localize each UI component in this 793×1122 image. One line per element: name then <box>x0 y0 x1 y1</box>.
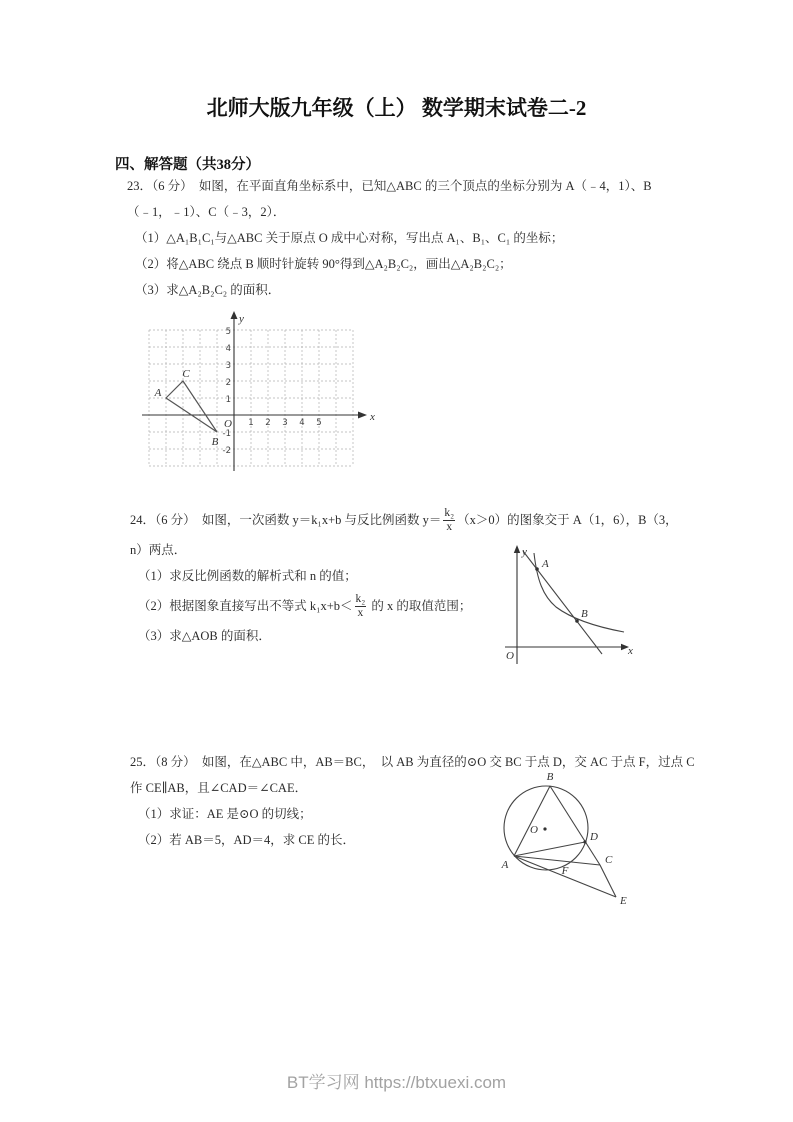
center-o-label: O <box>530 824 538 836</box>
y-axis-arrow-icon <box>514 545 520 553</box>
x-tick: 1 <box>248 418 254 428</box>
y-tick: -2 <box>222 446 231 456</box>
point-a-dot <box>535 567 539 571</box>
q24-part3: （3）求△AOB 的面积． <box>138 629 271 643</box>
page-title: 北师大版九年级（上） 数学期末试卷二-2 <box>206 96 587 120</box>
axes <box>505 552 624 664</box>
q23-stem-line1: 23．（6 分） 如图，在平面直角坐标系中，已知△ABC 的三个顶点的坐标分别为 A（﹣4，1）、B <box>127 179 652 193</box>
q24-stem-pre: 24．（6 分） 如图，一次函数 y＝k₁x+b 与反比例函数 y＝ <box>130 513 442 527</box>
q24-stem-line2: n）两点． <box>130 543 187 557</box>
q23-stem-line2: （﹣1，﹣1）、C（﹣3，2）． <box>127 205 286 219</box>
fraction-denominator: x <box>355 606 367 620</box>
q23-part1: （1）△A₁B₁C₁与△ABC 关于原点 O 成中心对称，写出点 A₁、B₁、C₁ 的坐标； <box>135 231 564 245</box>
q23-part3: （3）求△A₂B₂C₂ 的面积． <box>135 283 281 297</box>
y-tick: 4 <box>225 344 231 354</box>
triangle-abc <box>166 381 217 432</box>
q24-figure-hyperbola <box>497 542 637 670</box>
fraction <box>355 593 367 619</box>
point-c-label: C <box>605 854 613 866</box>
section-heading: 四、解答题（共38分） <box>115 157 260 173</box>
segment-ab <box>514 786 550 856</box>
point-f-label: F <box>561 865 569 877</box>
center-o-dot <box>543 827 546 830</box>
fraction-numerator: k₂ <box>355 592 366 605</box>
origin-label: O <box>506 650 514 662</box>
q23-figure-coordinate-grid <box>138 303 388 488</box>
fraction-denominator: x <box>443 520 455 534</box>
x-tick: 5 <box>316 418 322 428</box>
question-23 <box>127 173 652 303</box>
segment-ac <box>514 856 600 865</box>
segment-ad <box>514 842 585 856</box>
segment-ce <box>600 865 616 897</box>
linear-function-line <box>523 551 602 654</box>
q24-part1: （1）求反比例函数的解析式和 n 的值； <box>138 569 357 583</box>
y-tick: 1 <box>225 395 231 405</box>
q24-part2-pre: （2）根据图象直接写出不等式 k₁x+b＜ <box>138 599 353 613</box>
y-tick: -1 <box>222 429 231 439</box>
q23-part2: （2）将△ABC 绕点 B 顺时针旋转 90°得到△A₂B₂C₂，画出△A₂B₂C₂； <box>135 257 512 271</box>
q25-part1: （1）求证：AE 是⊙O 的切线； <box>138 807 312 821</box>
x-tick: 3 <box>282 418 288 428</box>
y-tick: 5 <box>225 327 231 337</box>
x-axis-arrow-icon <box>358 412 367 419</box>
axes <box>142 317 364 471</box>
point-b-dot <box>575 619 579 623</box>
point-b-label: B <box>546 771 554 783</box>
segments <box>514 786 616 897</box>
point-b-label: B <box>211 436 219 448</box>
point-b-label: B <box>581 608 588 620</box>
fraction-numerator: k₂ <box>444 506 455 519</box>
x-axis-label: x <box>370 411 375 423</box>
origin-label: O <box>224 418 232 430</box>
grid-lines <box>149 330 353 466</box>
point-e-label: E <box>620 895 627 907</box>
watermark-footer: BT学习网 https://btxuexi.com <box>286 1073 507 1092</box>
y-tick: 3 <box>225 361 231 371</box>
q25-stem-line2: 作 CE∥AB，且∠CAD＝∠CAE． <box>130 781 308 795</box>
q25-stem-line1: 25．（8 分） 如图，在△ABC 中，AB＝BC， 以 AB 为直径的⊙O 交 BC 于点 D，交 AC 于点 F，过点 C <box>130 755 695 769</box>
point-d-dot <box>583 840 586 843</box>
y-axis-ticks <box>223 327 231 456</box>
x-tick: 2 <box>265 418 271 428</box>
y-tick: 2 <box>225 378 231 388</box>
x-tick: 4 <box>299 418 305 428</box>
y-axis-label: y <box>522 546 527 558</box>
y-axis-label: y <box>239 313 244 325</box>
x-axis-ticks <box>248 418 321 428</box>
q24-part2-post: 的 x 的取值范围； <box>368 599 472 613</box>
point-c-label: C <box>182 368 190 380</box>
fraction <box>443 507 455 533</box>
point-d-label: D <box>590 831 598 843</box>
y-axis-arrow-icon <box>231 311 238 319</box>
q24-stem-post: （x＞0）的图象交于 A（1，6），B（3， <box>457 513 678 527</box>
x-axis-label: x <box>628 645 633 657</box>
point-a-label: A <box>501 859 509 871</box>
q25-figure-circle <box>488 768 648 918</box>
point-a-label: A <box>154 387 162 399</box>
point-a-label: A <box>542 558 549 570</box>
q25-part2: （2）若 AB＝5，AD＝4，求 CE 的长． <box>138 833 356 847</box>
q24-stem-line1 <box>130 503 678 537</box>
